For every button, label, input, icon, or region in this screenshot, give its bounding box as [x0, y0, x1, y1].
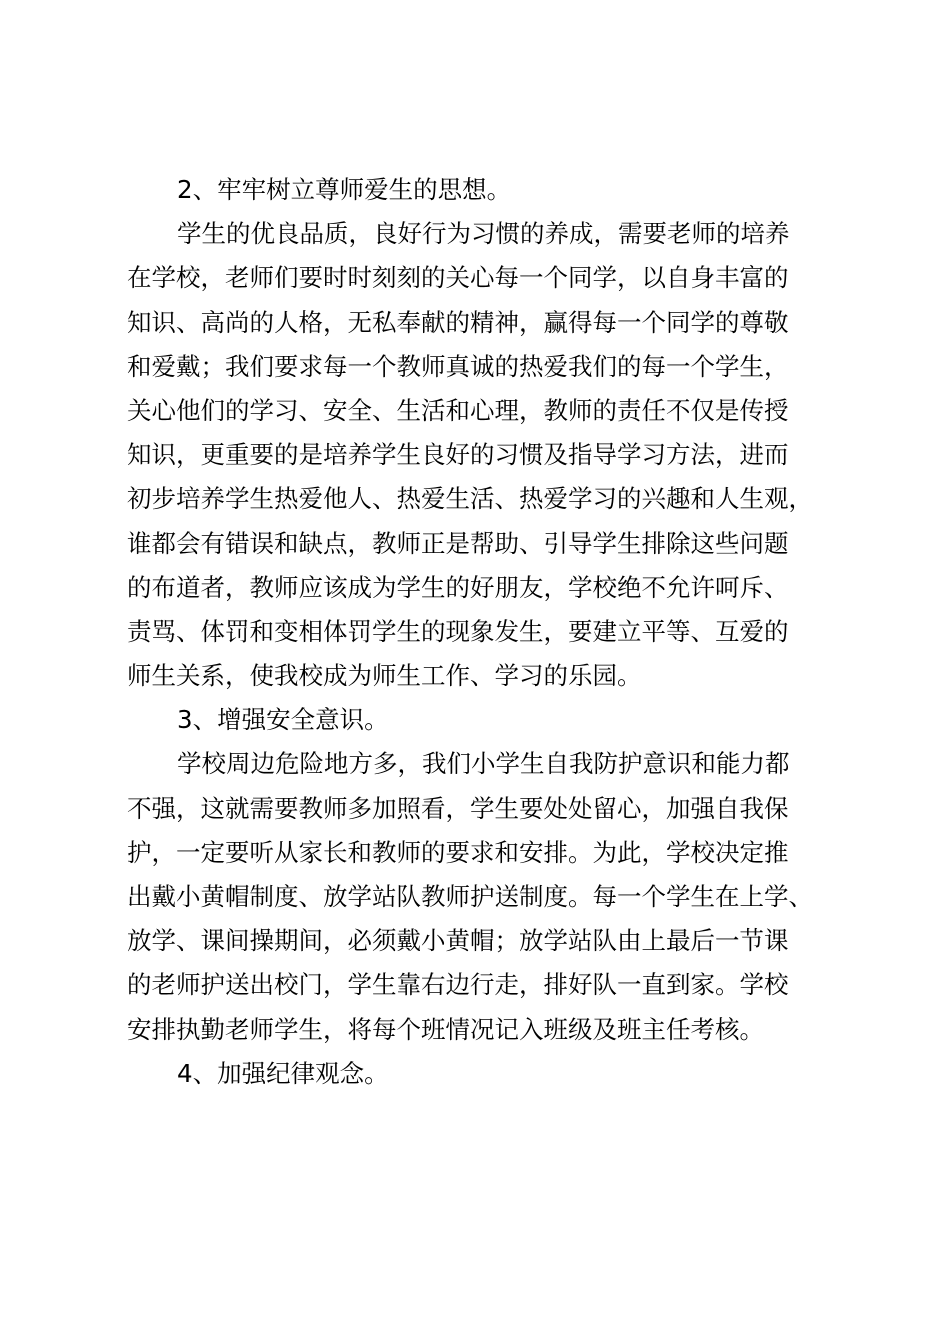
- paragraph-line: 的老师护送出校门，学生靠右边行走，排好队一直到家。学校: [127, 970, 789, 1000]
- paragraph-line: 师生关系，使我校成为师生工作、学习的乐园。: [127, 661, 642, 691]
- paragraph-line: 和爱戴；我们要求每一个教师真诚的热爱我们的每一个学生，: [127, 351, 789, 381]
- section-heading-2: 2、牢牢树立尊师爱生的思想。: [177, 175, 512, 204]
- paragraph-line: 出戴小黄帽制度、放学站队教师护送制度。每一个学生在上学、: [127, 882, 813, 911]
- paragraph-line: 知识，更重要的是培养学生良好的习惯及指导学习方法，进而: [127, 440, 789, 470]
- paragraph-line: 护，一定要听从家长和教师的要求和安排。为此，学校决定推: [127, 837, 789, 867]
- section-heading-4: 4、加强纪律观念。: [177, 1058, 389, 1088]
- paragraph-line: 谁都会有错误和缺点，教师正是帮助、引导学生排除这些问题: [127, 528, 789, 558]
- document-body: [127, 168, 847, 1096]
- paragraph-line: 知识、高尚的人格，无私奉献的精神，赢得每一个同学的尊敬: [127, 307, 789, 337]
- paragraph-line: 学校周边危险地方多，我们小学生自我防护意识和能力都: [177, 749, 790, 779]
- paragraph-line: 的布道者，教师应该成为学生的好朋友，学校绝不允许呵斥、: [127, 572, 789, 602]
- paragraph-line: 不强，这就需要教师多加照看，学生要处处留心，加强自我保: [127, 793, 789, 823]
- paragraph-line: 学生的优良品质，良好行为习惯的养成，需要老师的培养: [177, 219, 790, 249]
- paragraph-line: 关心他们的学习、安全、生活和心理，教师的责任不仅是传授: [127, 395, 789, 425]
- paragraph-line: 安排执勤老师学生，将每个班情况记入班级及班主任考核。: [127, 1014, 764, 1044]
- paragraph-line: 放学、课间操期间，必须戴小黄帽；放学站队由上最后一节课: [127, 926, 789, 956]
- paragraph-line: 责骂、体罚和变相体罚学生的现象发生，要建立平等、互爱的: [127, 616, 789, 646]
- paragraph-line: 在学校，老师们要时时刻刻的关心每一个同学，以自身丰富的: [127, 263, 789, 293]
- paragraph-line: 初步培养学生热爱他人、热爱生活、热爱学习的兴趣和人生观，: [127, 484, 813, 514]
- section-heading-3: 3、增强安全意识。: [177, 705, 389, 735]
